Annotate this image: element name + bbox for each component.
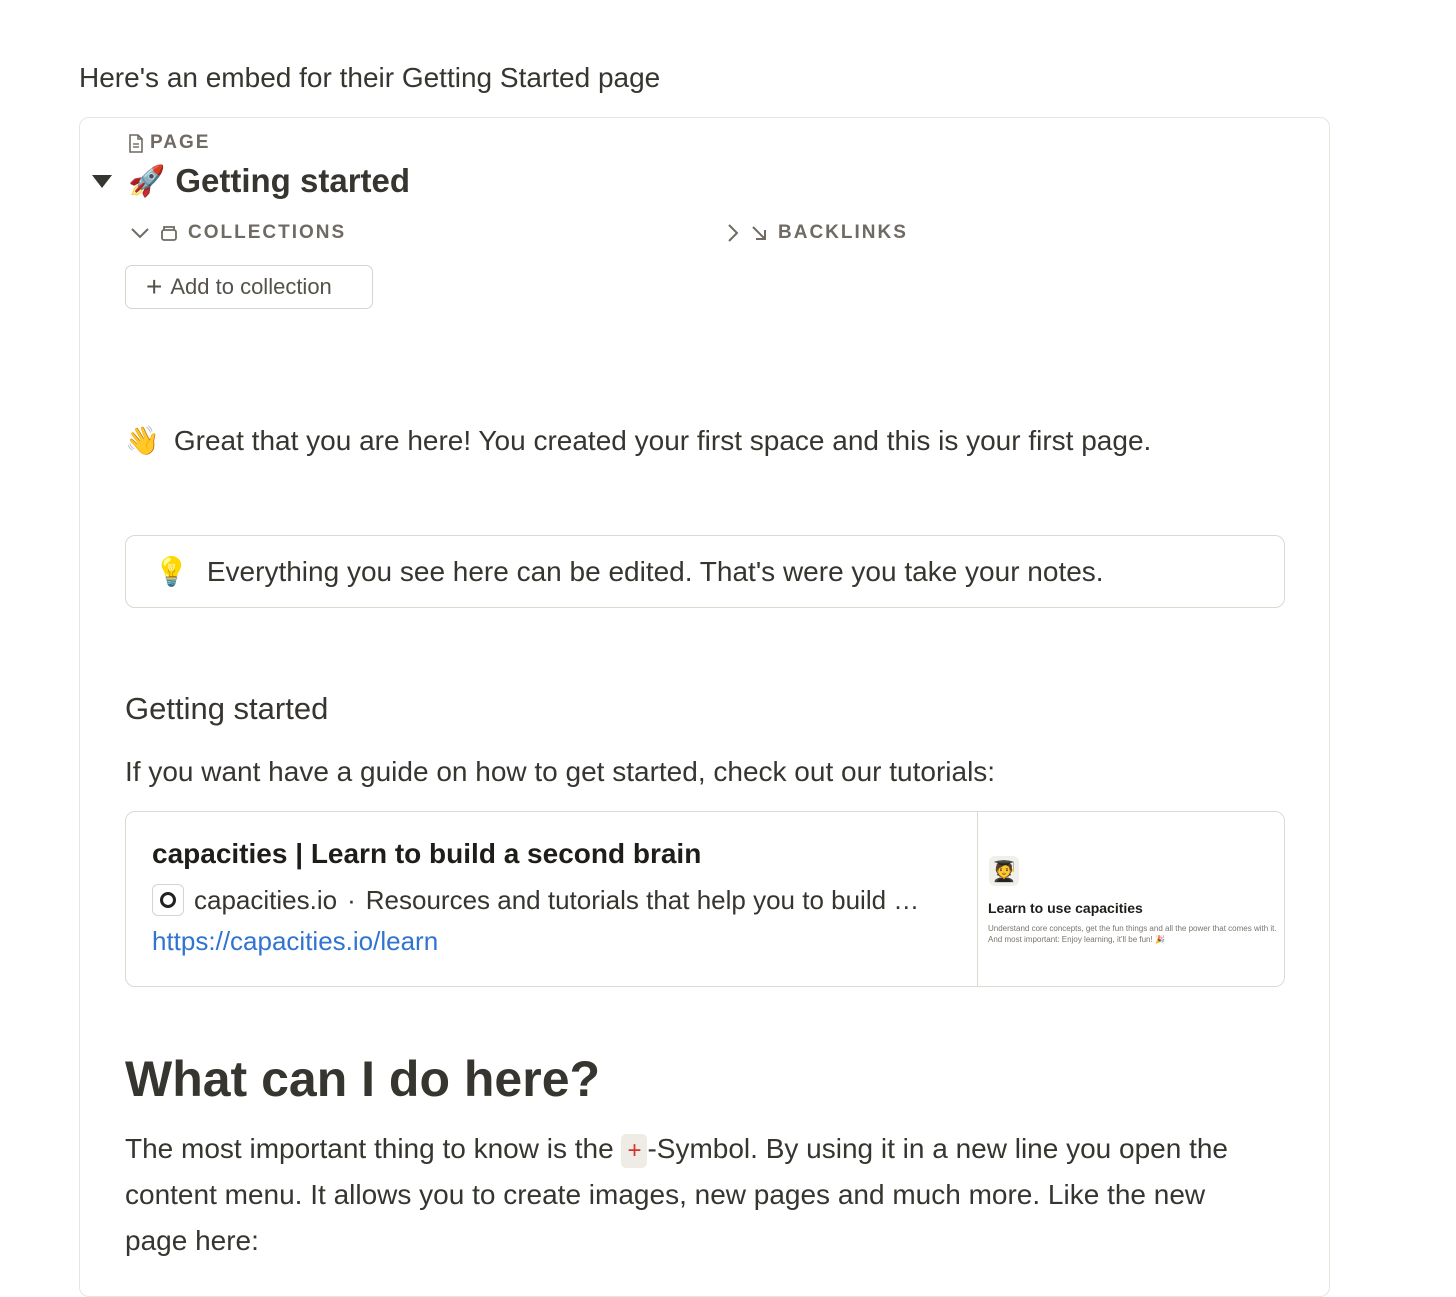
callout-text: Everything you see here can be edited. That's were you take your notes.	[206, 555, 1104, 587]
page-type-text: PAGE	[150, 132, 211, 153]
page-title-row	[92, 162, 410, 200]
chevron-down-icon	[130, 226, 150, 240]
what-can-i-do-heading: What can I do here?	[125, 1051, 601, 1107]
wave-emoji: 👋	[125, 425, 160, 456]
welcome-line	[125, 424, 1151, 457]
plus-symbol-chip: +	[621, 1134, 647, 1168]
link-card-title: capacities | Learn to build a second brain	[152, 838, 702, 869]
lightbulb-emoji: 💡	[154, 556, 189, 587]
backlinks-toggle[interactable]	[726, 222, 908, 244]
intro-text: Here's an embed for their Getting Started page	[79, 62, 661, 93]
add-to-collection-button[interactable]	[125, 265, 373, 309]
link-card-url[interactable]: https://capacities.io/learn	[152, 926, 439, 956]
rocket-emoji: 🚀	[128, 164, 166, 198]
welcome-text: Great that you are here! You created your first space and this is your first page.	[173, 424, 1152, 456]
link-card-description: Resources and tutorials that help you to build …	[365, 884, 920, 915]
link-card-meta	[152, 884, 977, 916]
page-embed	[79, 117, 1330, 1297]
link-card-preview	[978, 812, 1284, 986]
caret-down-icon[interactable]	[92, 175, 112, 188]
collections-toggle[interactable]	[130, 222, 346, 244]
chevron-right-icon	[726, 223, 740, 243]
page-type-label	[128, 132, 210, 154]
para-text-before: The most important thing to know is the	[125, 1133, 622, 1164]
callout-block	[125, 535, 1285, 608]
arrow-down-right-icon	[750, 224, 768, 242]
collections-label: COLLECTIONS	[188, 222, 347, 243]
link-card-body	[126, 812, 978, 986]
para-text-after: -Symbol. By using it in a new line you open the content menu. It allows you to create images, new pages and much more. Like the new page here:	[125, 1133, 1229, 1256]
preview-title: Learn to use capacities	[988, 900, 1143, 916]
add-to-collection-label: Add to collection	[170, 274, 332, 299]
link-preview-card[interactable]	[125, 811, 1285, 987]
getting-started-heading: Getting started	[125, 691, 329, 726]
student-emoji: 🧑‍🎓	[989, 856, 1019, 886]
collection-icon	[160, 224, 178, 242]
favicon-icon	[152, 884, 184, 916]
link-card-separator: ·	[347, 884, 356, 915]
page-icon	[128, 134, 144, 153]
guide-text: If you want have a guide on how to get started, check out our tutorials:	[125, 756, 996, 787]
preview-description: Understand core concepts, get the fun things and all the power that comes with it. And most important: Enjoy learning, it'll be fun! 🎉	[988, 924, 1277, 944]
plus-icon: +	[146, 271, 163, 302]
backlinks-label: BACKLINKS	[778, 222, 908, 243]
page-title[interactable]: Getting started	[175, 162, 411, 199]
link-card-site: capacities.io	[194, 884, 338, 915]
content-menu-paragraph	[125, 1126, 1275, 1264]
